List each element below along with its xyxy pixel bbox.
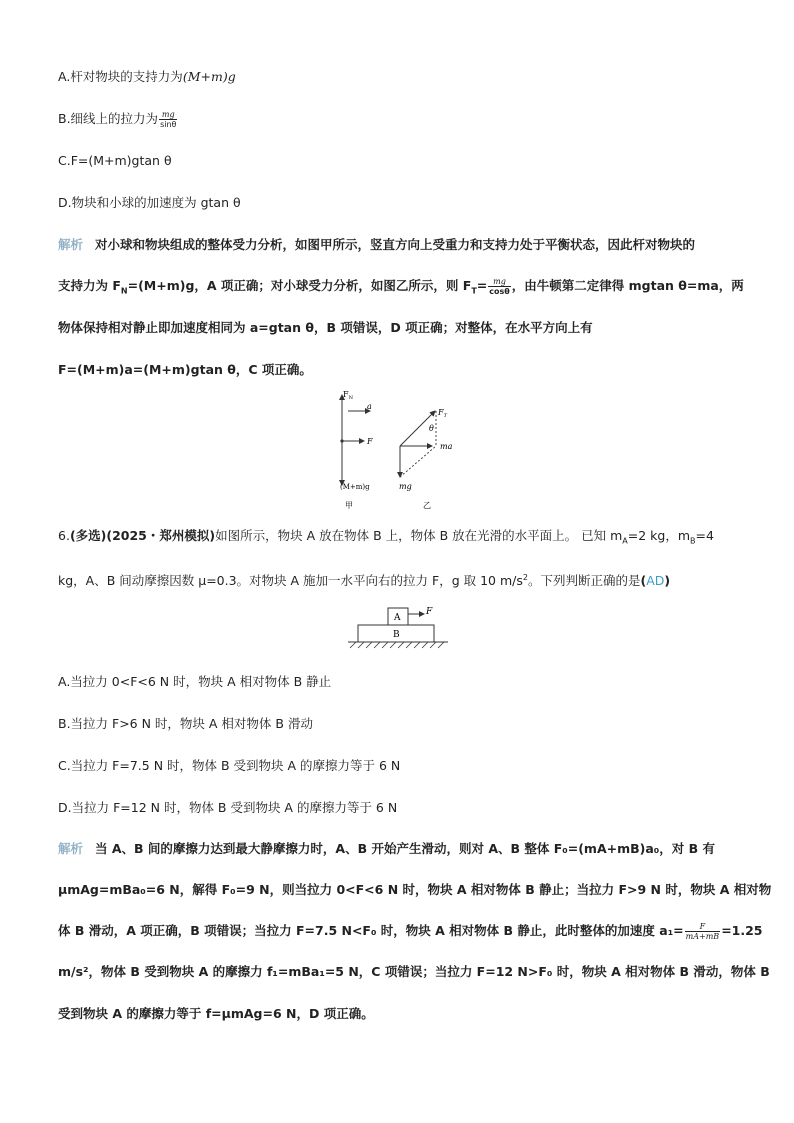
q5-solution-line-2: 支持力为 $F_N=(M+m)g$，A 项正确；对小球受力分析，如图乙所示，则 $F_T=$ $\frac{mg}{\cos\theta}$ ，由牛顿第二定律得 mgtan θ=ma，两 — [58, 277, 744, 296]
q6-option-b: B.当拉力 F>6 N 时，物块 A 相对物体 B 滑动 — [58, 716, 313, 731]
q6-option-a: A.当拉力 0<F<6 N 时，物块 A 相对物体 B 静止 — [58, 674, 332, 689]
q6-option-c: C.当拉力 F=7.5 N 时，物体 B 受到物块 A 的摩擦力等于 6 N — [58, 758, 401, 773]
option-c-text: C.F=(M+m)g — [58, 153, 140, 168]
solution-fraction: $\frac{mg}{\cos\theta}$ — [489, 277, 510, 296]
label-jia: 甲 — [345, 501, 353, 510]
label-mmg: (M+m)g — [340, 483, 370, 491]
dashed-diagonal — [400, 446, 436, 477]
option-a-formula: (M+m)g — [182, 69, 236, 84]
label-theta: θ — [429, 424, 434, 433]
label-force-f: F — [426, 607, 433, 617]
label-ft: $F_T$ — [438, 408, 447, 419]
solution-fraction: $\frac{F}{mA+mB}$ — [685, 922, 720, 941]
option-b-text: B.细线上的拉力为 — [58, 111, 159, 126]
q5-solution-line-1: 解析 对小球和物块组成的整体受力分析，如图甲所示，竖直方向上受重力和支持力处于平衡状态，因此杆对物块的 — [58, 237, 696, 252]
solution-tag: 解析 — [58, 237, 84, 252]
label-fn: $F_N$ — [343, 390, 353, 401]
q6-solution-line-2: μmAg=mBa₀=6 N，解得 F₀=9 N，则当拉力 0<F<6 N 时，物块 A 相对物体 B 静止；当拉力 F>9 N 时，物块 A 相对物 — [58, 882, 772, 897]
option-a — [58, 68, 236, 86]
label-f: F — [367, 437, 373, 446]
q6-solution-line-4: m/s²，物体 B 受到物块 A 的摩擦力 f₁=mBa₁=5 N，C 项错误；当拉力 F=12 N>F₀ 时，物块 A 相对物体 B 滑动，物体 B — [58, 964, 770, 979]
label-block-b: B — [393, 630, 400, 640]
solution-tag: 解析 — [58, 841, 84, 856]
answer-key: AD — [646, 573, 665, 589]
option-b — [58, 110, 178, 129]
label-ma: ma — [440, 442, 453, 451]
q5-solution-line-3: 物体保持相对静止即加速度相同为 a=gtan θ，B 项错误，D 项正确；对整体，在水平方向上有 — [58, 320, 593, 335]
option-a-text: A.杆对物块的支持力为 — [58, 69, 183, 84]
q6-option-d: D.当拉力 F=12 N 时，物体 B 受到物块 A 的摩擦力等于 6 N — [58, 800, 398, 815]
option-c — [58, 152, 172, 170]
force-diagram — [320, 385, 480, 515]
q6-solution-line-1: 解析 当 A、B 间的摩擦力达到最大静摩擦力时，A、B 开始产生滑动，则对 A、B 整体 F₀=(mA+mB)a₀，对 B 有 — [58, 841, 716, 856]
label-yi: 乙 — [423, 501, 431, 510]
option-d — [58, 194, 241, 212]
block-diagram — [340, 602, 460, 654]
label-mg: mg — [399, 482, 412, 491]
q6-stem-line-1: 6.(多选)(2025・郑州模拟)如图所示，物块 A 放在物体 B 上，物体 B 放在光滑的水平面上。 已知 $m_A=2$ kg，$m_B=4$ — [58, 528, 714, 546]
option-d-tail: tan θ — [208, 195, 241, 210]
label-a: a — [367, 402, 372, 411]
q6-solution-line-3: 体 B 滑动，A 项正确，B 项错误；当拉力 F=7.5 N<F₀ 时，物块 A 相对物体 B 静止，此时整体的加速度 a₁= $\frac{F}{mA+mB}$ =1.25 — [58, 922, 763, 941]
ground-hatch — [350, 642, 444, 648]
q6-stem-line-2: kg，A、B 间动摩擦因数 μ=0.3。对物块 A 施加一水平向右的拉力 F，g 取 10 $m/s^2$。下列判断正确的是(AD) — [58, 573, 671, 589]
option-b-fraction: $\frac{mg}{\sin\theta}$ — [160, 110, 177, 129]
option-d-text: D.物块和小球的加速度为 g — [58, 195, 209, 210]
q6-solution-line-5: 受到物块 A 的摩擦力等于 f=μmAg=6 N，D 项正确。 — [58, 1006, 374, 1021]
option-c-tail: tan θ — [139, 153, 172, 168]
label-block-a: A — [394, 613, 401, 623]
q5-solution-line-4: F=(M+m)a=(M+m)gtan θ，C 项正确。 — [58, 362, 312, 377]
